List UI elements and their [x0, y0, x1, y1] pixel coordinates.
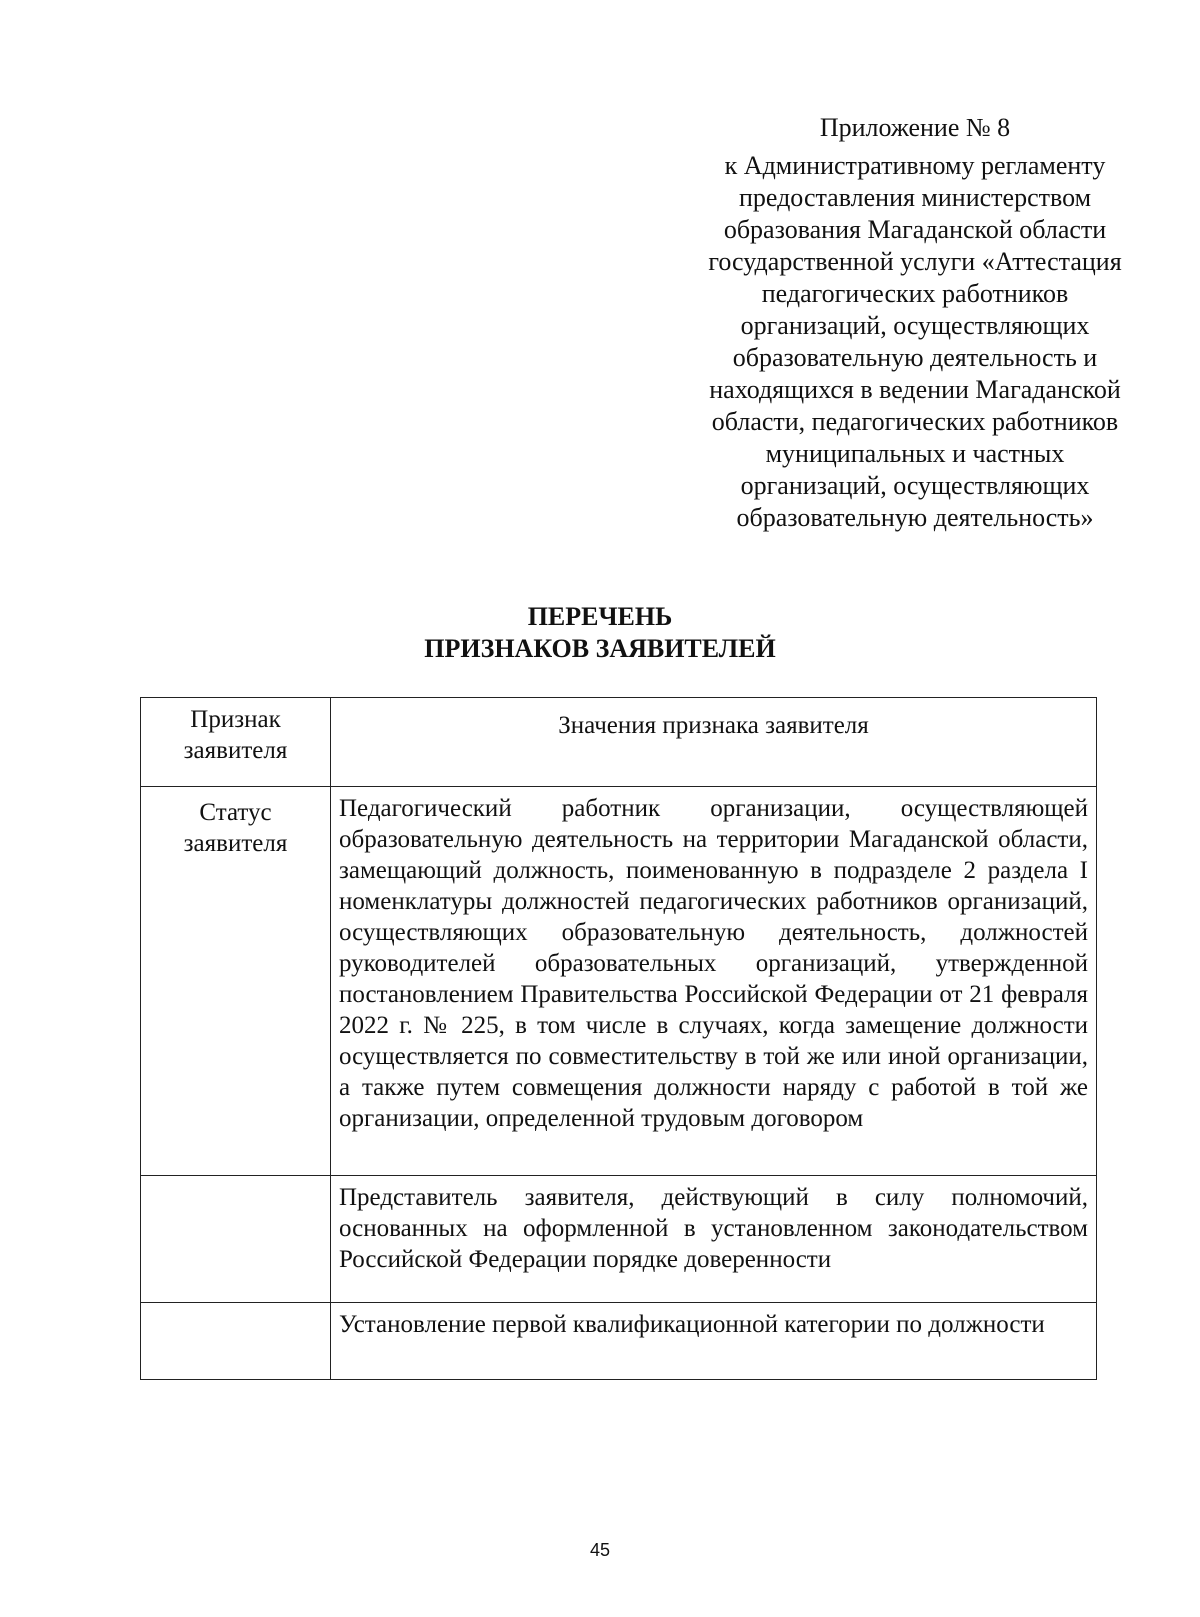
document-title [0, 601, 1200, 665]
attribute-cell [141, 1303, 331, 1380]
appendix-line: образовательную деятельность и [732, 343, 1098, 372]
appendix-line: области, педагогических работников [711, 407, 1119, 436]
appendix-line: к Административному регламенту [724, 151, 1106, 180]
appendix-line: образовательную деятельность» [736, 503, 1094, 532]
attribute-cell [141, 1176, 331, 1303]
appendix-line: находящихся в ведении Магаданской [709, 375, 1121, 404]
value-cell: Педагогический работник организации, осуществляющей образовательную деятельность на территории Магаданской области, замещающий должность, поименованную в подразделе 2 раздела I номенклатуры должностей педагогических работников организаций, осуществляющих образовательную деятельность, должностей руководителей образовательных организаций, утвержденной постановлением Правительства Российской Федерации от 21 февраля 2022 г. № 225, в том числе в случаях, когда замещение должности осуществляется по совместительству в той же или иной организации, а также путем совмещения должности наряду с работой в той же организации, определенной трудовым договором [331, 787, 1097, 1176]
table-row [141, 787, 1097, 1176]
appendix-line: государственной услуги «Аттестация [708, 247, 1122, 276]
appendix-line: муниципальных и частных [765, 439, 1065, 468]
appendix-number: Приложение № 8 [819, 113, 1011, 142]
value-cell: Представитель заявителя, действующий в силу полномочий, основанных на оформленной в установленном законодательством Российской Федерации порядке доверенности [331, 1176, 1097, 1303]
table-row [141, 1303, 1097, 1380]
table-row [141, 1176, 1097, 1303]
appendix-line: образования Магаданской области [723, 215, 1107, 244]
page-number: 45 [589, 1540, 611, 1560]
header-attribute: Признак заявителя [141, 698, 331, 787]
appendix-reference [690, 150, 1140, 534]
appendix-line: педагогических работников [761, 279, 1069, 308]
appendix-line: организаций, осуществляющих [740, 311, 1090, 340]
applicant-attributes-table [140, 697, 1097, 1380]
table-header-row [141, 698, 1097, 787]
appendix-header [690, 112, 1140, 534]
title-line-2: ПРИЗНАКОВ ЗАЯВИТЕЛЕЙ [424, 634, 776, 663]
appendix-line: предоставления министерством [738, 183, 1092, 212]
header-values: Значения признака заявителя [331, 698, 1097, 787]
attribute-cell: Статус заявителя [141, 787, 331, 1176]
title-line-1: ПЕРЕЧЕНЬ [527, 602, 673, 631]
appendix-line: организаций, осуществляющих [740, 471, 1090, 500]
value-cell: Установление первой квалификационной категории по должности [331, 1303, 1097, 1380]
